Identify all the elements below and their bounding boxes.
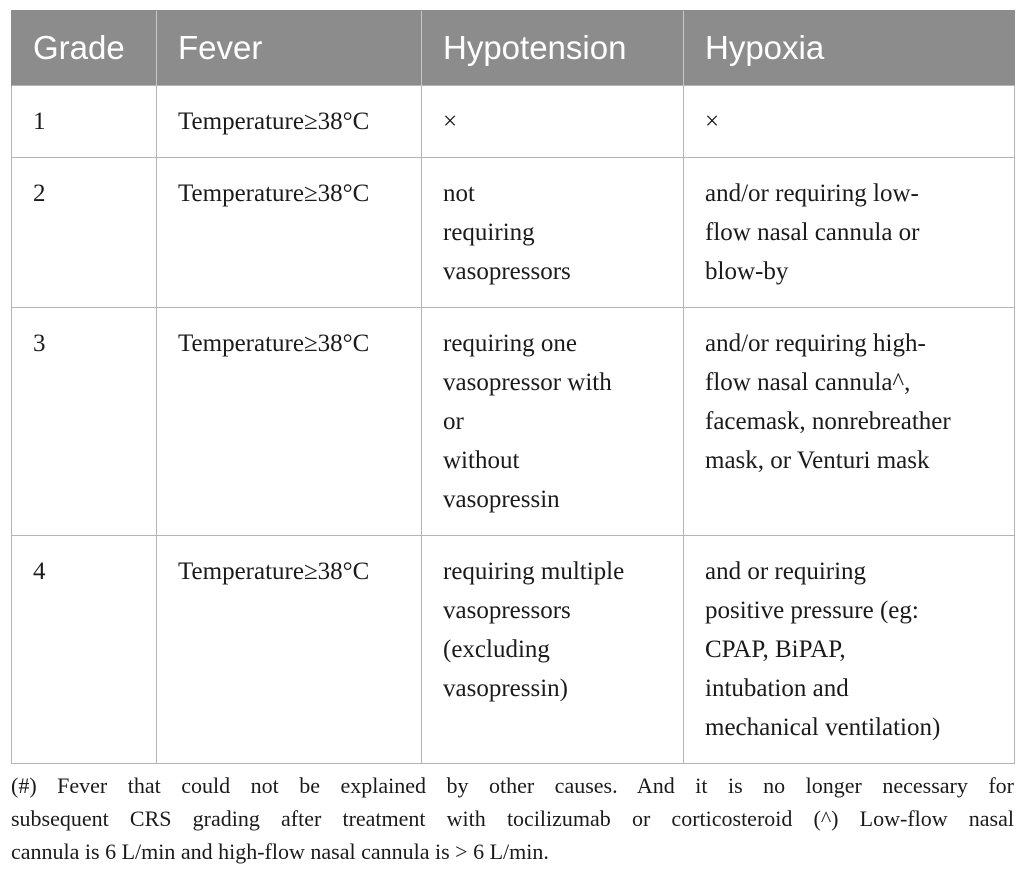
cell-line: positive pressure (eg: [705,597,919,624]
fever-cell: Temperature≥38°C [157,158,422,308]
cell-line: vasopressin [443,486,560,513]
cell-line: × [705,108,720,135]
cell-line: vasopressors [443,597,571,624]
cell-line: mask, or Venturi mask [705,447,930,474]
cell-line: intubation and [705,675,849,702]
fever-cell: Temperature≥38°C [157,86,422,158]
header-grade: Grade [12,11,157,86]
footnote-line: subsequent CRS grading after treatment with tocilizumab or corticosteroid (^) Low-flow nasal [11,806,1014,831]
hypoxia-cell [684,86,1015,158]
cell-line: and/or requiring low- [705,180,919,207]
hypotension-cell [422,308,684,536]
cell-line: and or requiring [705,558,867,585]
cell-line: not [443,180,475,207]
hypoxia-cell [684,308,1015,536]
cell-line: vasopressor with [443,369,612,396]
grade-cell: 1 [12,86,157,158]
cell-line: vasopressors [443,258,571,285]
hypoxia-cell [684,158,1015,308]
cell-line: blow-by [705,258,789,285]
fever-cell: Temperature≥38°C [157,308,422,536]
cell-line: requiring one [443,330,577,357]
table-footnote [11,769,1014,868]
header-hypotension: Hypotension [422,11,684,86]
header-fever: Fever [157,11,422,86]
hypotension-cell [422,158,684,308]
hypotension-cell [422,536,684,764]
cell-line: mechanical ventilation) [705,714,941,741]
cell-line: vasopressin) [443,675,568,702]
crs-grading-table-container [11,10,1014,764]
cell-line: flow nasal cannula^, [705,369,911,396]
footnote-line: (#) Fever that could not be explained by other causes. And it is no longer necessary for [11,773,1014,798]
cell-line: without [443,447,520,474]
cell-line: or [443,408,464,435]
cell-line: and/or requiring high- [705,330,926,357]
cell-line: × [443,108,458,135]
table-row [12,158,1015,308]
grade-cell: 3 [12,308,157,536]
table-row [12,308,1015,536]
crs-grading-table [11,10,1015,764]
header-hypoxia: Hypoxia [684,11,1015,86]
fever-cell: Temperature≥38°C [157,536,422,764]
cell-line: requiring multiple [443,558,625,585]
grade-cell: 2 [12,158,157,308]
grade-cell: 4 [12,536,157,764]
cell-line: CPAP, BiPAP, [705,636,846,663]
table-row [12,536,1015,764]
hypotension-cell [422,86,684,158]
hypoxia-cell [684,536,1015,764]
cell-line: facemask, nonrebreather [705,408,951,435]
cell-line: flow nasal cannula or [705,219,920,246]
cell-line: (excluding [443,636,550,663]
table-header-row [12,11,1015,86]
table-row [12,86,1015,158]
cell-line: requiring [443,219,535,246]
footnote-line: cannula is 6 L/min and high-flow nasal cannula is > 6 L/min. [11,839,549,864]
